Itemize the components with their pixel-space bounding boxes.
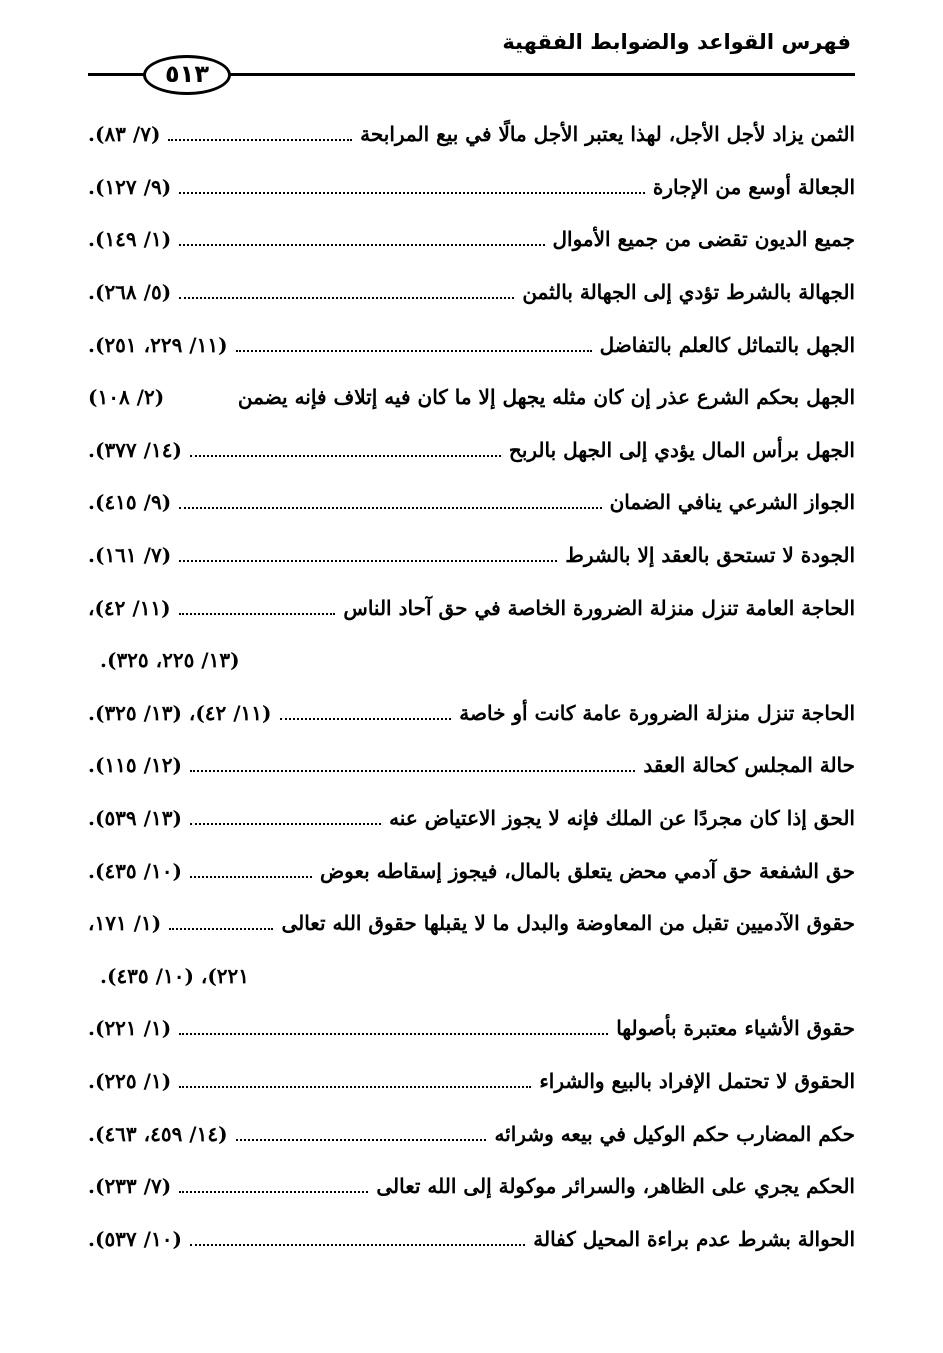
entry-reference: (٥/ ٢٦٨). [88, 280, 172, 305]
entry-text: حقوق الآدميين تقبل من المعاوضة والبدل ما لا يقبلها حقوق الله تعالى [281, 911, 855, 936]
index-entry [88, 476, 855, 529]
leader-dots [280, 718, 452, 720]
index-entry [88, 529, 855, 582]
running-title: فهرس القواعد والضوابط الفقهية [502, 30, 851, 54]
index-entry [88, 1002, 855, 1055]
entry-text: الجهل بحكم الشرع عذر إن كان مثله يجهل إلا ما كان فيه إتلاف فإنه يضمن [237, 385, 855, 410]
entry-reference: (٩/ ٤١٥). [88, 490, 172, 515]
leader-dots [190, 455, 501, 457]
entry-reference: (١/ ١٧١، [88, 911, 162, 936]
entry-text: الحكم يجري على الظاهر، والسرائر موكولة إلى الله تعالى [376, 1174, 855, 1199]
entry-text: الجهالة بالشرط تؤدي إلى الجهالة بالثمن [522, 280, 855, 305]
entry-reference: (١/ ٢٢١). [88, 1016, 172, 1041]
index-entry [88, 213, 855, 266]
entry-reference: (٢/ ١٠٨) [88, 385, 165, 410]
page-header [0, 0, 943, 110]
leader-dots [190, 876, 312, 878]
entry-text: الجعالة أوسع من الإجارة [652, 174, 855, 199]
index-entry [88, 371, 855, 424]
entry-reference: (١/ ١٤٩). [88, 227, 172, 252]
entry-reference: (٧/ ٨٣). [88, 122, 161, 147]
entry-reference: (١٠/ ٤٣٥). [88, 858, 182, 883]
index-entry [88, 266, 855, 319]
leader-dots [190, 823, 381, 825]
entry-reference: (١١/ ٢٢٩، ٢٥١). [88, 332, 228, 357]
index-entry [88, 897, 855, 950]
index-entry [88, 161, 855, 214]
page-number: ٥١٣ [143, 55, 231, 95]
entry-text: الجواز الشرعي ينافي الضمان [609, 490, 855, 515]
entry-text: الثمن يزاد لأجل الأجل، لهذا يعتبر الأجل مالًا في بيع المرابحة [360, 122, 855, 147]
entry-continuation: (١٣/ ٢٢٥، ٣٢٥). [100, 648, 240, 673]
leader-dots [169, 928, 273, 930]
index-entry [88, 792, 855, 845]
leader-dots [168, 139, 352, 141]
index-entry [88, 1055, 855, 1108]
index-entry [88, 844, 855, 897]
entry-text: الجهل بالتماثل كالعلم بالتفاضل [599, 332, 855, 357]
entry-text: الحاجة تنزل منزلة الضرورة عامة كانت أو خاصة [459, 700, 855, 725]
index-entry [88, 108, 855, 161]
leader-dots [179, 192, 645, 194]
entry-reference: (١٣/ ٥٣٩). [88, 806, 182, 831]
entry-text: الحقوق لا تحتمل الإفراد بالبيع والشراء [539, 1068, 855, 1093]
entry-reference: (١١/ ٤٢)، (١٣/ ٣٢٥). [88, 700, 272, 725]
entry-text: الحوالة بشرط عدم براءة المحيل كفالة [533, 1226, 855, 1251]
index-entry [88, 318, 855, 371]
index-entry [88, 1160, 855, 1213]
index-entry [88, 739, 855, 792]
entry-text: حق الشفعة حق آدمي محض يتعلق بالمال، فيجوز إسقاطه بعوض [319, 858, 855, 883]
entry-text: حالة المجلس كحالة العقد [643, 753, 855, 778]
index-entry [88, 1212, 855, 1265]
entry-text: الحاجة العامة تنزل منزلة الضرورة الخاصة في حق آحاد الناس [343, 595, 855, 620]
entry-continuation: ٢٢١)، (١٠/ ٤٣٥). [100, 963, 250, 988]
index-entry [88, 687, 855, 740]
leader-dots [190, 770, 635, 772]
leader-dots [179, 1033, 608, 1035]
leader-dots [179, 297, 514, 299]
leader-dots [179, 1191, 368, 1193]
index-entry [88, 1107, 855, 1160]
leader-dots [236, 1139, 487, 1141]
index-entry [88, 424, 855, 477]
entry-reference: (٧/ ١٦١). [88, 543, 172, 568]
index-entry [88, 581, 855, 634]
entry-reference: (١٢/ ١١٥). [88, 753, 182, 778]
entry-text: الجودة لا تستحق بالعقد إلا بالشرط [565, 543, 855, 568]
entry-text: حقوق الأشياء معتبرة بأصولها [616, 1016, 855, 1041]
leader-dots [179, 244, 544, 246]
leader-dots [179, 613, 336, 615]
entry-reference: (١١/ ٤٢)، [88, 595, 171, 620]
leader-dots [236, 350, 592, 352]
entry-reference: (٩/ ١٢٧). [88, 174, 172, 199]
leader-dots [179, 1086, 531, 1088]
leader-dots [190, 1244, 525, 1246]
entry-reference: (١٤/ ٣٧٧). [88, 437, 182, 462]
entry-reference: (١/ ٢٢٥). [88, 1068, 172, 1093]
leader-dots [179, 507, 601, 509]
entry-reference: (١٠/ ٥٣٧). [88, 1226, 182, 1251]
entry-text: حكم المضارب حكم الوكيل في بيعه وشرائه [494, 1121, 855, 1146]
entry-reference: (٧/ ٢٣٣). [88, 1174, 172, 1199]
entry-text: الحق إذا كان مجردًا عن الملك فإنه لا يجوز الاعتياض عنه [389, 806, 855, 831]
entry-text: جميع الديون تقضى من جميع الأموال [552, 227, 855, 252]
entry-text: الجهل برأس المال يؤدي إلى الجهل بالربح [508, 437, 855, 462]
index-entries [88, 108, 855, 1265]
leader-dots [179, 560, 557, 562]
entry-reference: (١٤/ ٤٥٩، ٤٦٣). [88, 1121, 228, 1146]
